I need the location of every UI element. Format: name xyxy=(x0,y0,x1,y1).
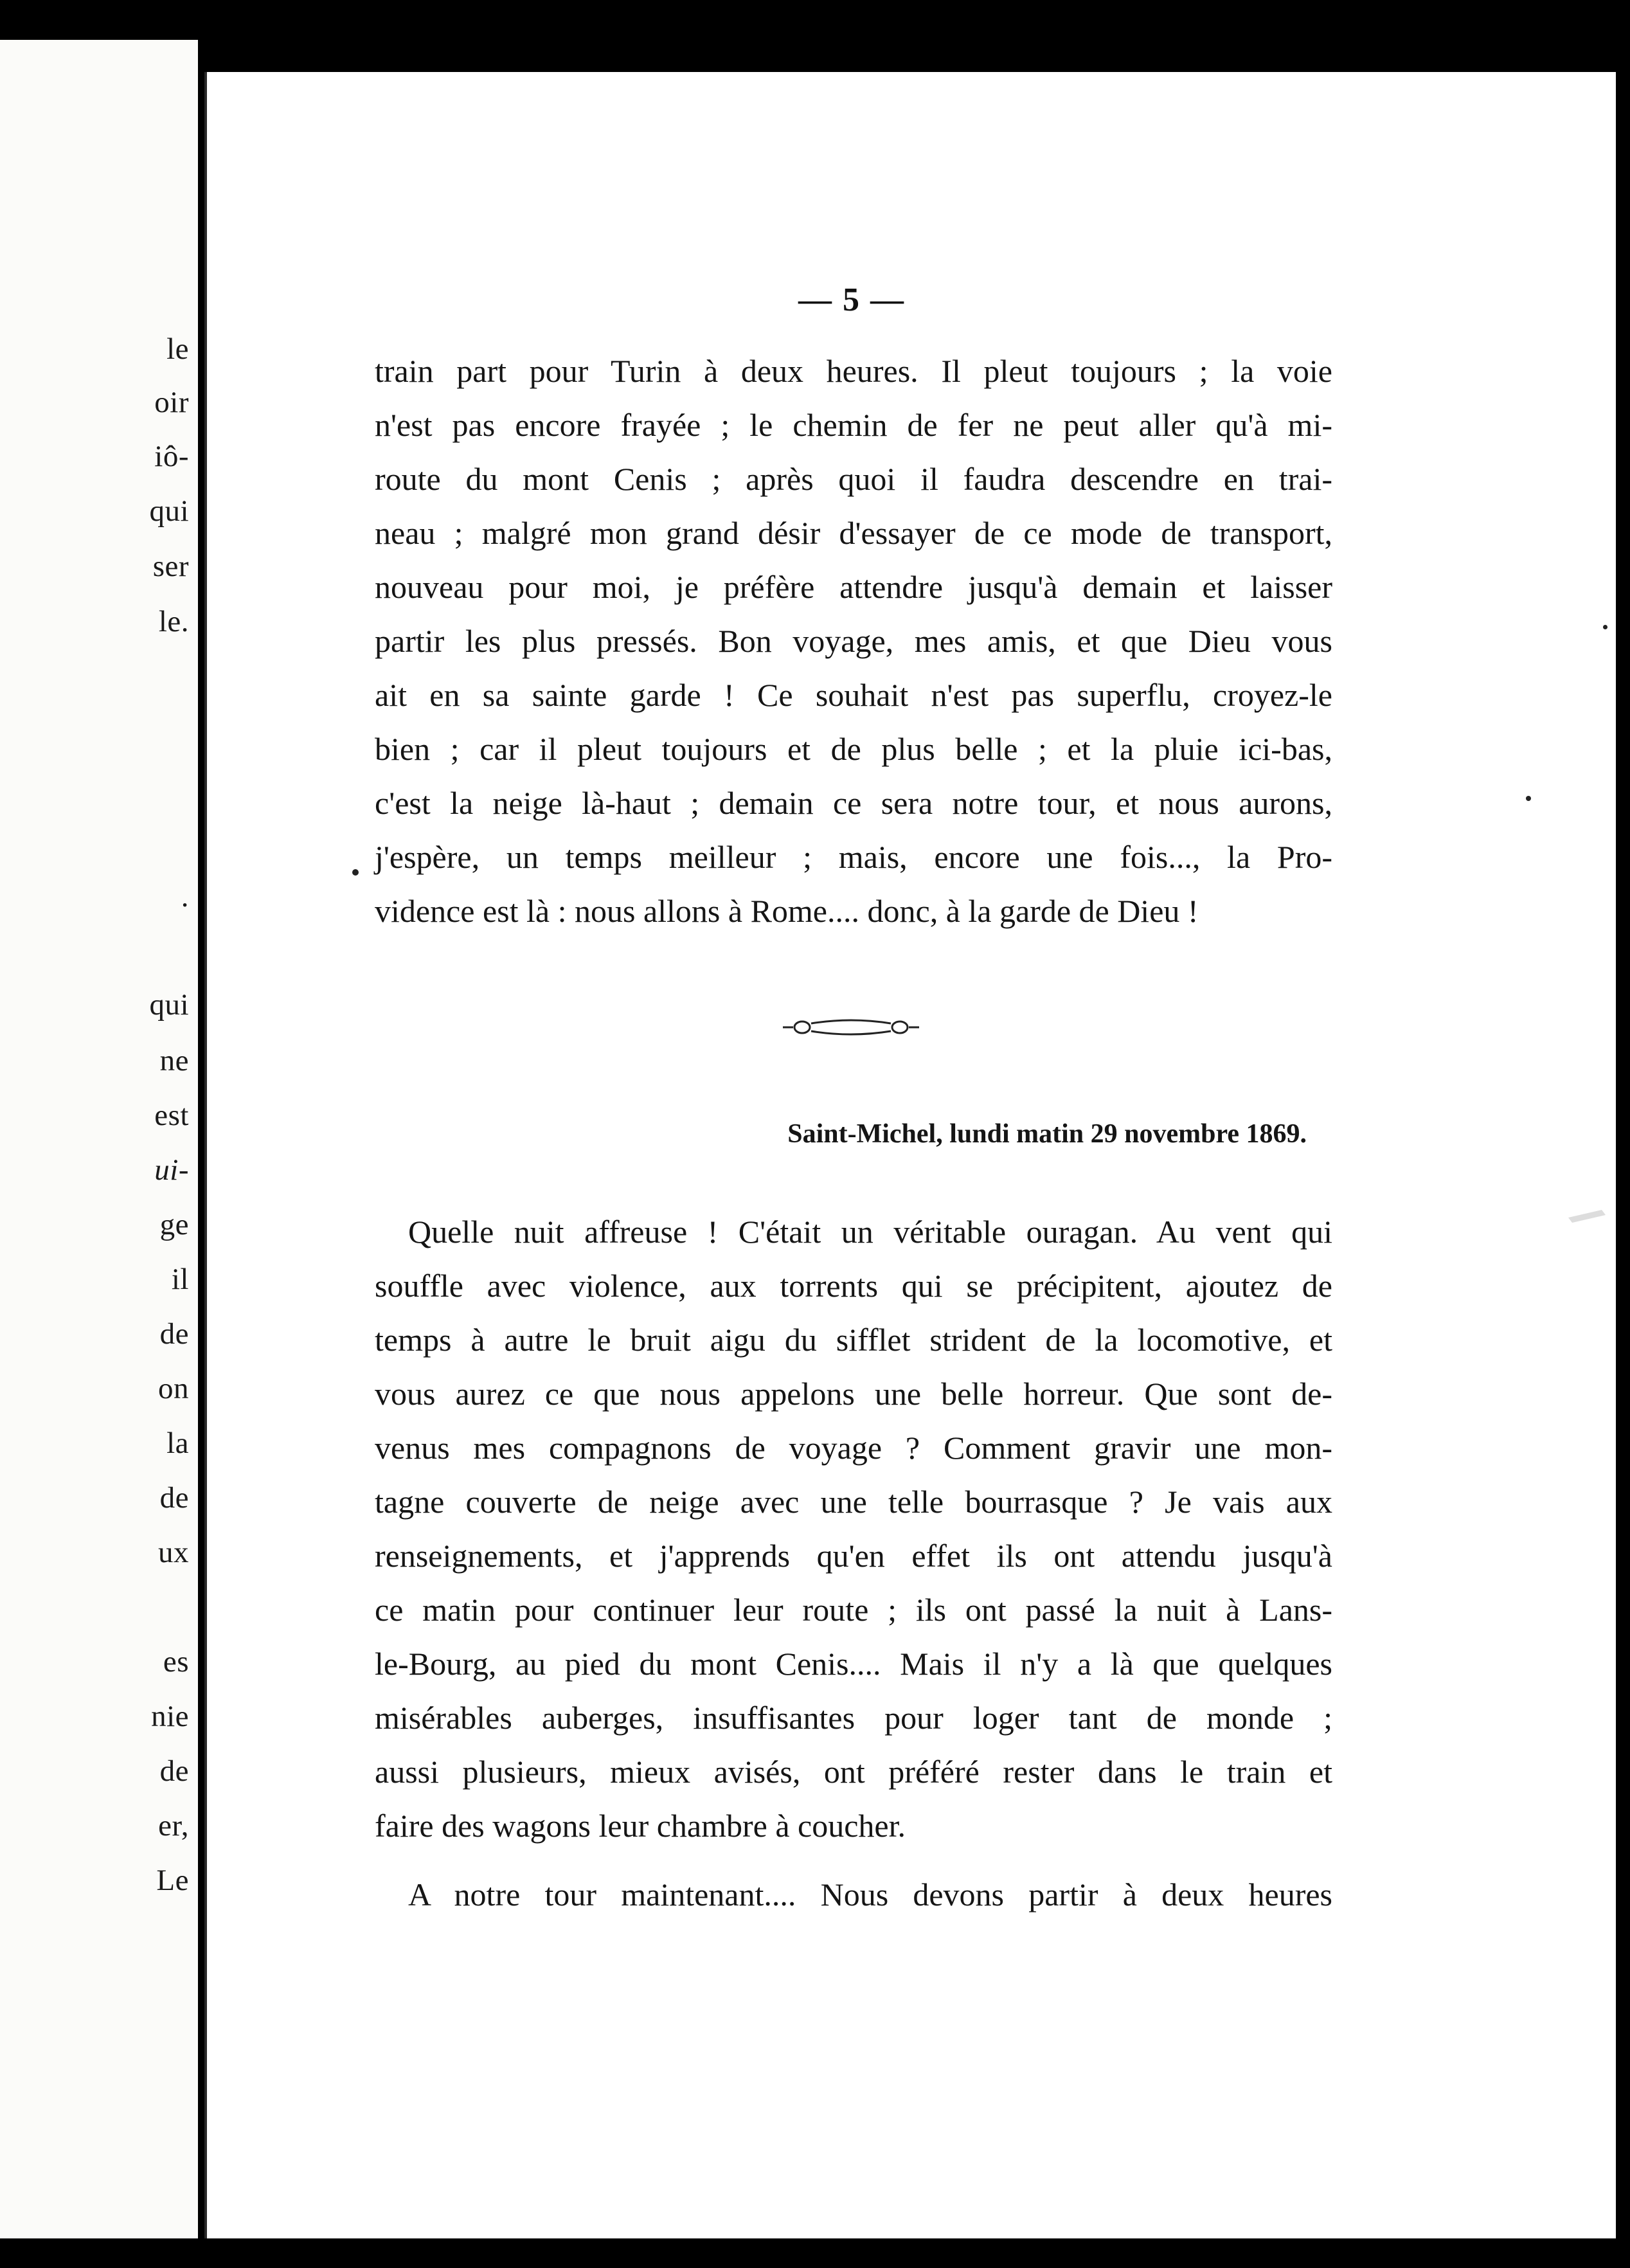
fragment: oir xyxy=(154,386,189,419)
text-line: route du mont Cenis ; après quoi il faudra descendre en trai- xyxy=(375,461,1332,497)
fragment: la xyxy=(166,1426,189,1460)
fragment: ux xyxy=(158,1536,189,1569)
scan-speck xyxy=(1603,625,1608,629)
fragment: le. xyxy=(158,605,189,638)
previous-page-edge xyxy=(0,40,198,2238)
dateline: Saint-Michel, lundi matin 29 novembre 1869. xyxy=(787,1119,1307,1149)
fragment: il xyxy=(171,1263,189,1296)
text-line: aussi plusieurs, mieux avisés, ont préféré rester dans le train et xyxy=(375,1754,1332,1790)
text-line: vous aurez ce que nous appelons une belle horreur. Que sont de- xyxy=(375,1376,1332,1412)
fragment: de xyxy=(159,1754,189,1788)
page-edge-tab xyxy=(1568,1209,1607,1224)
paragraph-continued xyxy=(375,344,1332,938)
fragment: de xyxy=(159,1481,189,1515)
fragment: qui xyxy=(149,988,189,1022)
text-line: vidence est là : nous allons à Rome.... donc, à la garde de Dieu ! xyxy=(375,893,1199,929)
fragment: ge xyxy=(159,1208,189,1241)
text-line: nouveau pour moi, je préfère attendre jusqu'à demain et laisser xyxy=(375,569,1332,605)
paragraph xyxy=(375,1868,1332,1922)
text-line: misérables auberges, insuffisantes pour loger tant de monde ; xyxy=(375,1700,1332,1736)
section-divider-ornament xyxy=(780,1014,922,1040)
fragment: Le xyxy=(156,1864,189,1897)
text-line: Quelle nuit affreuse ! C'était un véritable ouragan. Au vent qui xyxy=(408,1214,1332,1250)
text-line: partir les plus pressés. Bon voyage, mes amis, et que Dieu vous xyxy=(375,623,1332,659)
scan-speck xyxy=(1526,796,1531,801)
text-line: le-Bourg, au pied du mont Cenis.... Mais il n'y a là que quelques xyxy=(375,1646,1332,1682)
text-line: ait en sa sainte garde ! Ce souhait n'est pas superflu, croyez-le xyxy=(375,677,1332,713)
fragment: le xyxy=(166,332,189,366)
fragment: on xyxy=(158,1372,189,1405)
fragment: qui xyxy=(149,494,189,528)
fragment: es xyxy=(163,1645,189,1679)
text-line: neau ; malgré mon grand désir d'essayer de ce mode de transport, xyxy=(375,515,1332,551)
page-number: — 5 — xyxy=(798,282,905,318)
text-line: faire des wagons leur chambre à coucher. xyxy=(375,1808,906,1844)
text-line: souffle avec violence, aux torrents qui se précipitent, ajoutez de xyxy=(375,1268,1332,1304)
text-line: A notre tour maintenant.... Nous devons partir à deux heures xyxy=(408,1877,1332,1913)
text-line: n'est pas encore frayée ; le chemin de fer ne peut aller qu'à mi- xyxy=(375,407,1332,443)
text-line: renseignements, et j'apprends qu'en effet ils ont attendu jusqu'à xyxy=(375,1538,1332,1574)
text-line: bien ; car il pleut toujours et de plus belle ; et la pluie ici-bas, xyxy=(375,731,1332,767)
scan-speck xyxy=(352,869,359,876)
fragment: nie xyxy=(151,1700,189,1733)
text-line: venus mes compagnons de voyage ? Comment gravir une mon- xyxy=(375,1430,1332,1466)
fragment: . xyxy=(181,880,189,914)
text-line: tagne couverte de neige avec une telle bourrasque ? Je vais aux xyxy=(375,1484,1332,1520)
fragment: est xyxy=(154,1099,189,1132)
fragment: ui- xyxy=(154,1153,189,1187)
fragment: ser xyxy=(152,550,189,583)
fragment: iô- xyxy=(154,440,189,473)
text-line: temps à autre le bruit aigu du sifflet strident de la locomotive, et xyxy=(375,1322,1332,1358)
fragment: er, xyxy=(158,1809,189,1842)
text-line: train part pour Turin à deux heures. Il pleut toujours ; la voie xyxy=(375,353,1332,389)
paragraph xyxy=(375,1205,1332,1853)
text-line: ce matin pour continuer leur route ; ils ont passé la nuit à Lans- xyxy=(375,1592,1332,1628)
fragment: ne xyxy=(159,1044,189,1077)
text-line: c'est la neige là-haut ; demain ce sera notre tour, et nous aurons, xyxy=(375,785,1332,821)
fragment: de xyxy=(159,1317,189,1351)
text-line: j'espère, un temps meilleur ; mais, encore une fois..., la Pro- xyxy=(375,839,1332,875)
